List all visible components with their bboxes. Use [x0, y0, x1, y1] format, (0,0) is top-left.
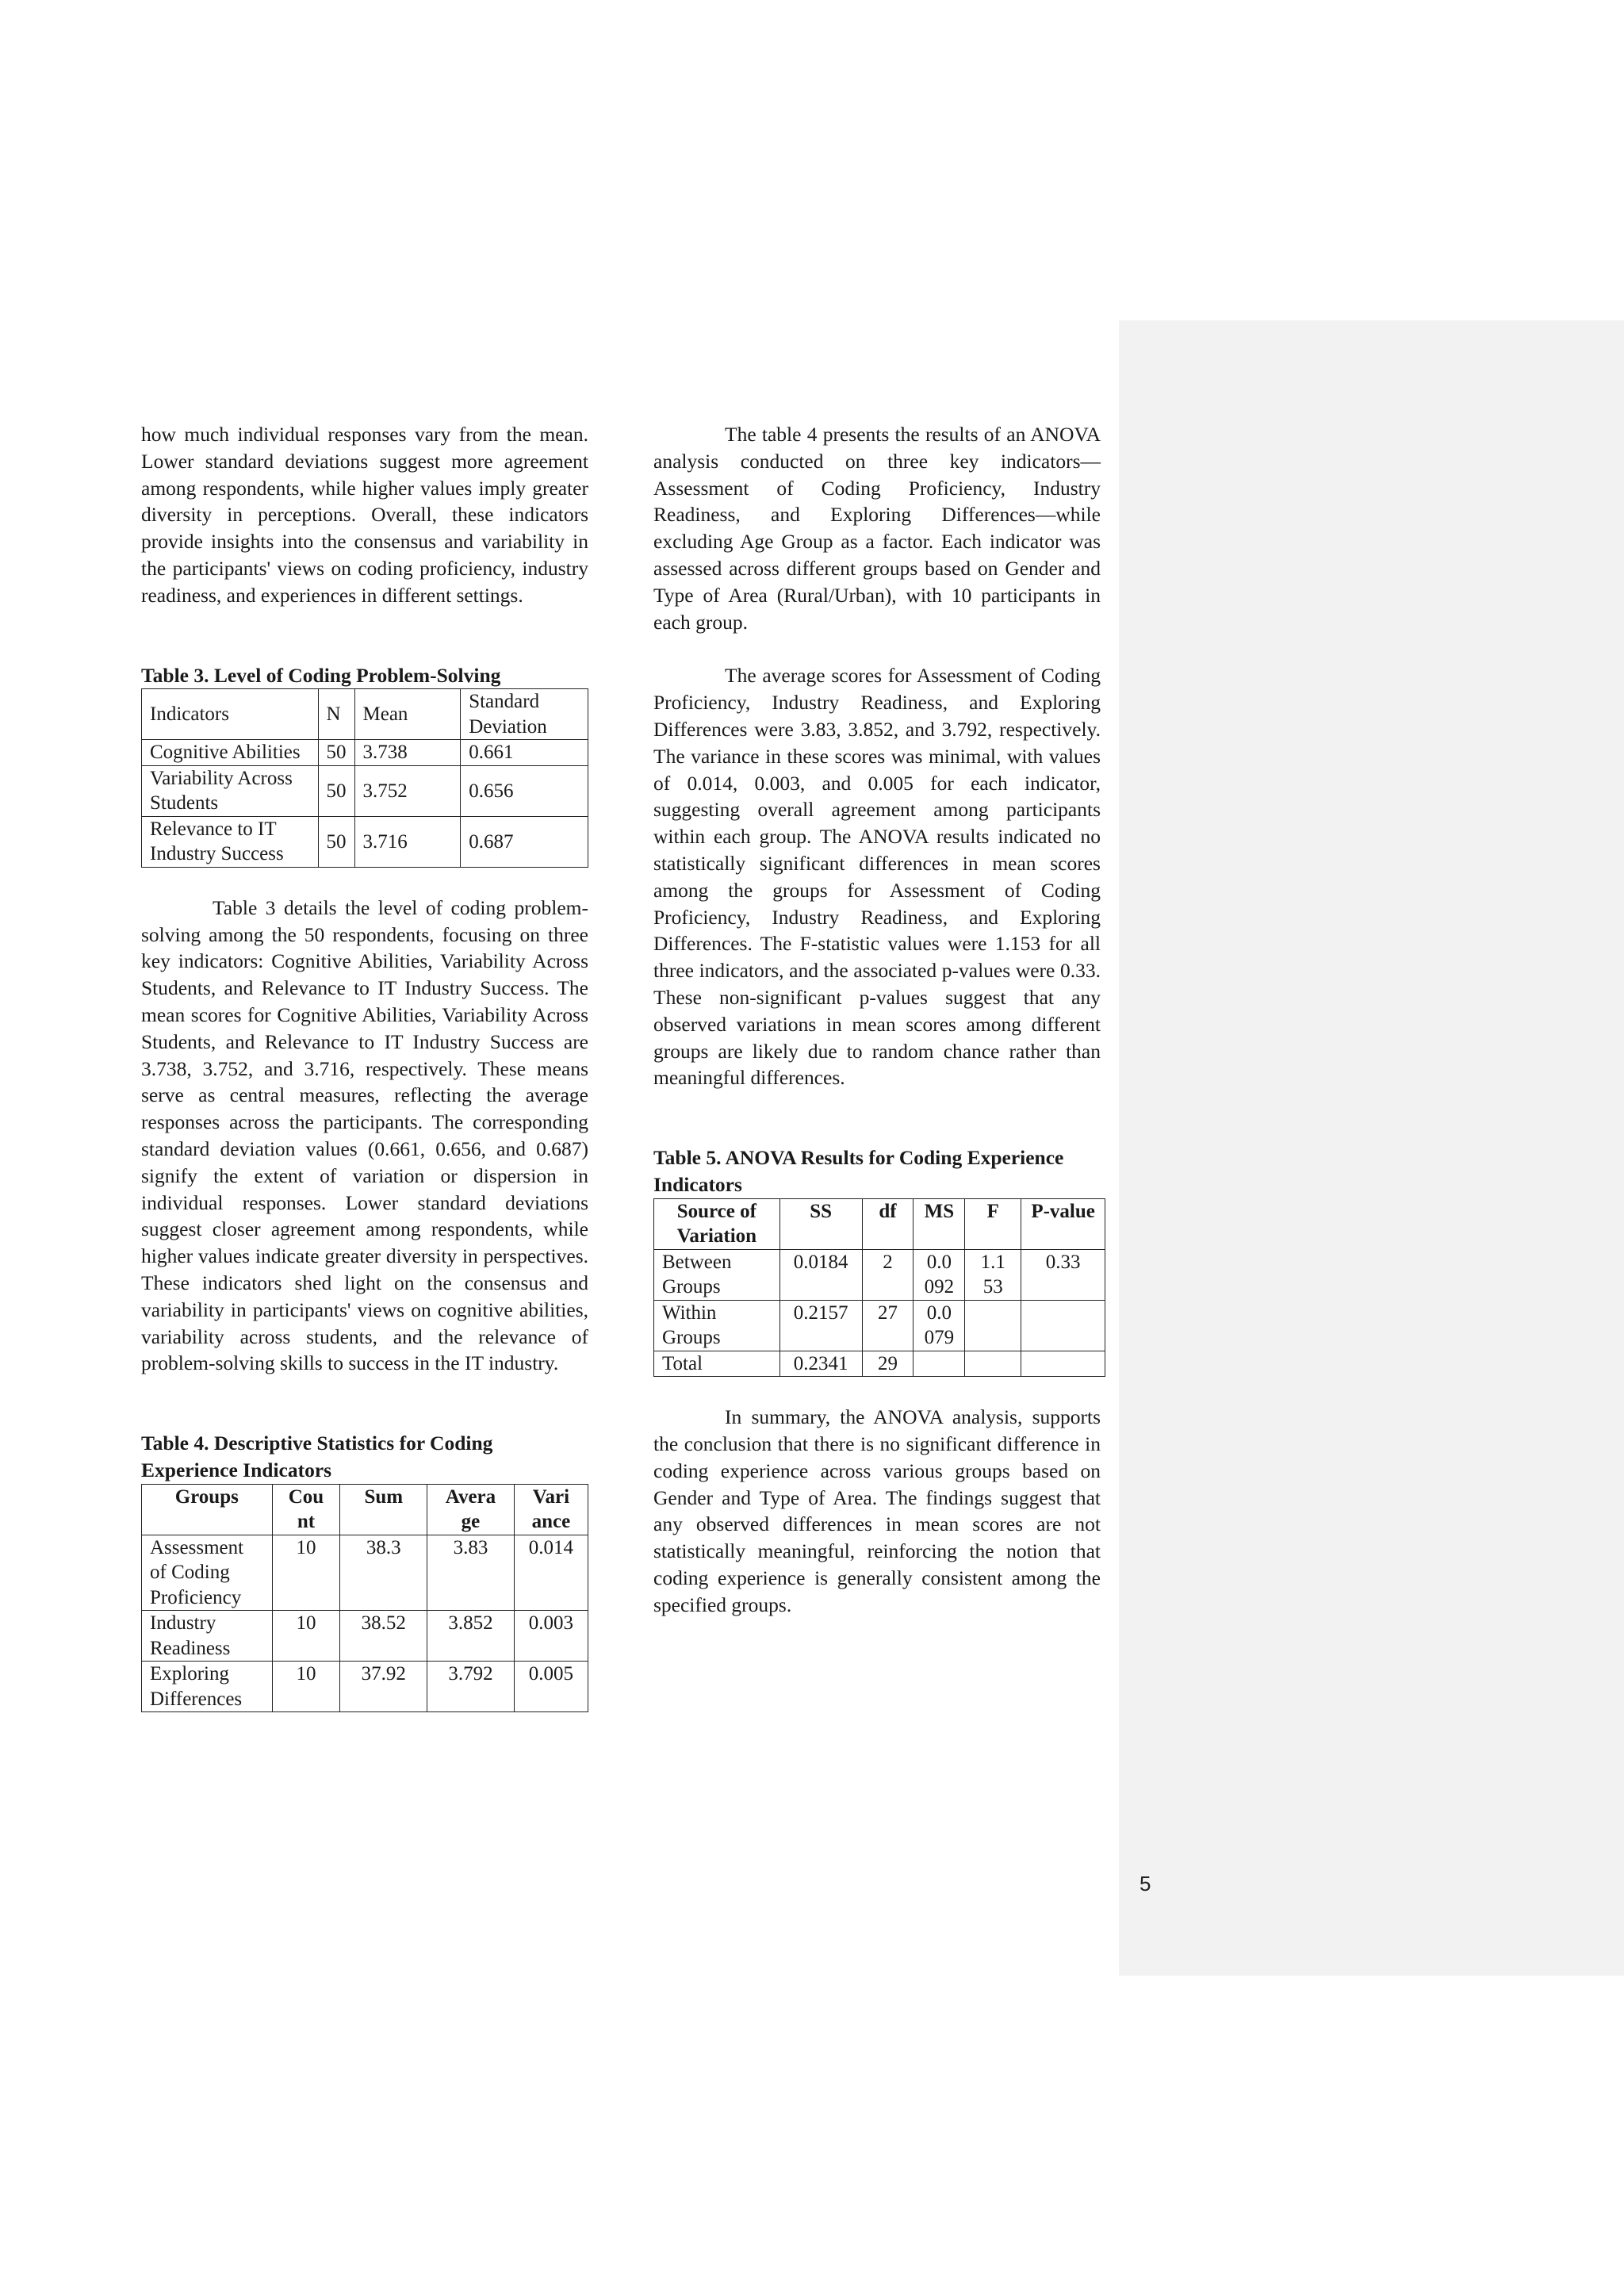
table-cell: 3.752 [354, 765, 461, 816]
table-cell: 2 [862, 1249, 914, 1300]
table-cell: Industry Readiness [142, 1611, 273, 1662]
table-cell [1021, 1300, 1105, 1351]
table-cell: Variability Across Students [142, 765, 319, 816]
table-cell: Between Groups [654, 1249, 780, 1300]
left-paragraph-2: Table 3 details the level of coding problem-solving among the 50 respondents, focusing on three key indicators: Cognitive Abilities, Variability Across Students, and Relevance to IT Industry Success. The mean scores for Cognitive Abilities, Variability Across Students, and Relevance to IT Industry Success are 3.738, 3.752, and 3.716, respectively. These means serve as central measures, reflecting the average responses across the participants. The corresponding standard deviation values (0.661, 0.656, and 0.687) signify the extent of variation or dispersion in individual responses. Lower standard deviations suggest closer agreement among respondents, while higher values indicate greater diversity in perspectives. These indicators shed light on the consensus and variability in participants' views on cognitive abilities, variability across students, and the relevance of problem-solving skills to success in the IT industry. [141, 895, 588, 1375]
table-cell: 0.005 [514, 1662, 588, 1712]
left-column [141, 421, 588, 1712]
table-cell: 38.3 [340, 1535, 427, 1611]
table-header-cell: Mean [354, 689, 461, 740]
table4-caption: Table 4. Descriptive Statistics for Coding Experience Indicators [141, 1432, 493, 1482]
table-header-cell: F [965, 1198, 1021, 1249]
table-header-cell: Cou nt [272, 1484, 340, 1535]
table-header-cell: Avera ge [427, 1484, 515, 1535]
table-cell: 38.52 [340, 1611, 427, 1662]
table-cell: 0.0 092 [914, 1249, 965, 1300]
table-header-cell: N [318, 689, 354, 740]
table-cell: 3.83 [427, 1535, 515, 1611]
right-column [653, 421, 1101, 1619]
table-cell: 1.1 53 [965, 1249, 1021, 1300]
table3-caption: Table 3. Level of Coding Problem-Solving [141, 663, 501, 687]
table-row [142, 1611, 588, 1662]
table5 [653, 1198, 1105, 1378]
table-cell: 50 [318, 816, 354, 867]
table-header-cell: df [862, 1198, 914, 1249]
table-cell [965, 1300, 1021, 1351]
right-paragraph-3: In summary, the ANOVA analysis, supports the conclusion that there is no significant difference in coding experience across various groups based on Gender and Type of Area. The findings suggest that any observed differences in mean scores are not statistically meaningful, reinforcing the notion that coding experience is generally consistent among the specified groups. [653, 1405, 1101, 1616]
table-row [654, 1198, 1105, 1249]
table-cell: 3.716 [354, 816, 461, 867]
table-header-cell: Groups [142, 1484, 273, 1535]
table-header-cell: Indicators [142, 689, 319, 740]
right-paragraph-1: The table 4 presents the results of an ANOVA analysis conducted on three key indicators—Assessment of Coding Proficiency, Industry Readiness, and Exploring Differences—while excluding Age Group as a factor. Each indicator was assessed across different groups based on Gender and Type of Area (Rural/Urban), with 10 participants in each group. [653, 423, 1101, 634]
table-cell: Assessment of Coding Proficiency [142, 1535, 273, 1611]
table-row [142, 765, 588, 816]
table-cell: 50 [318, 765, 354, 816]
table-cell: 37.92 [340, 1662, 427, 1712]
table-row [654, 1300, 1105, 1351]
table-cell: 3.792 [427, 1662, 515, 1712]
table-cell: Total [654, 1351, 780, 1377]
page-number: 5 [1139, 1872, 1151, 1895]
table-row [142, 1535, 588, 1611]
table-row [142, 816, 588, 867]
table-cell: 50 [318, 740, 354, 766]
table-header-cell: P-value [1021, 1198, 1105, 1249]
table-row [142, 740, 588, 766]
table-cell [1021, 1351, 1105, 1377]
table-row [142, 1662, 588, 1712]
table-row [654, 1351, 1105, 1377]
comment-margin-panel [1119, 320, 1624, 1976]
table-header-cell: Standard Deviation [461, 689, 588, 740]
table-cell: Relevance to IT Industry Success [142, 816, 319, 867]
table-header-cell: SS [779, 1198, 862, 1249]
table3 [141, 688, 588, 868]
table-cell: Exploring Differences [142, 1662, 273, 1712]
table-cell: 3.738 [354, 740, 461, 766]
table-row [142, 1484, 588, 1535]
table-cell: 29 [862, 1351, 914, 1377]
table-cell: 0.687 [461, 816, 588, 867]
table-cell: 0.656 [461, 765, 588, 816]
table-cell: 0.2341 [779, 1351, 862, 1377]
table-cell: Cognitive Abilities [142, 740, 319, 766]
table-cell: 10 [272, 1662, 340, 1712]
right-paragraph-2: The average scores for Assessment of Coding Proficiency, Industry Readiness, and Exploring Differences were 3.83, 3.852, and 3.792, respectively. The variance in these scores was minimal, with values of 0.014, 0.003, and 0.005 for each indicator, suggesting overall agreement among participants within each group. The ANOVA results indicated no statistically significant differences in mean scores among the groups for Assessment of Coding Proficiency, Industry Readiness, and Exploring Differences. The F-statistic values were 1.153 for all three indicators, and the associated p-values were 0.33. These non-significant p-values suggest that any observed variations in mean scores among different groups are likely due to random chance rather than meaningful differences. [653, 664, 1101, 1090]
table-cell: 0.661 [461, 740, 588, 766]
table-header-cell: MS [914, 1198, 965, 1249]
table-cell: 0.0184 [779, 1249, 862, 1300]
table-cell: 27 [862, 1300, 914, 1351]
table-cell: Within Groups [654, 1300, 780, 1351]
table-cell: 0.003 [514, 1611, 588, 1662]
table4 [141, 1484, 588, 1713]
table-header-cell: Source of Variation [654, 1198, 780, 1249]
table-cell: 10 [272, 1535, 340, 1611]
left-paragraph-1: how much individual responses vary from the mean. Lower standard deviations suggest more agreement among respondents, while higher values imply greater diversity in perceptions. Overall, these indicators provide insights into the consensus and variability in the participants' views on coding proficiency, industry readiness, and experiences in different settings. [141, 423, 588, 607]
table-header-cell: Vari ance [514, 1484, 588, 1535]
table-cell: 0.2157 [779, 1300, 862, 1351]
table-cell: 0.33 [1021, 1249, 1105, 1300]
table-cell: 3.852 [427, 1611, 515, 1662]
table-cell: 0.0 079 [914, 1300, 965, 1351]
table-row [142, 689, 588, 740]
table-cell: 10 [272, 1611, 340, 1662]
table-cell: 0.014 [514, 1535, 588, 1611]
table-cell [965, 1351, 1021, 1377]
table5-caption: Table 5. ANOVA Results for Coding Experience Indicators [653, 1146, 1064, 1196]
table-row [654, 1249, 1105, 1300]
table-cell [914, 1351, 965, 1377]
table-header-cell: Sum [340, 1484, 427, 1535]
